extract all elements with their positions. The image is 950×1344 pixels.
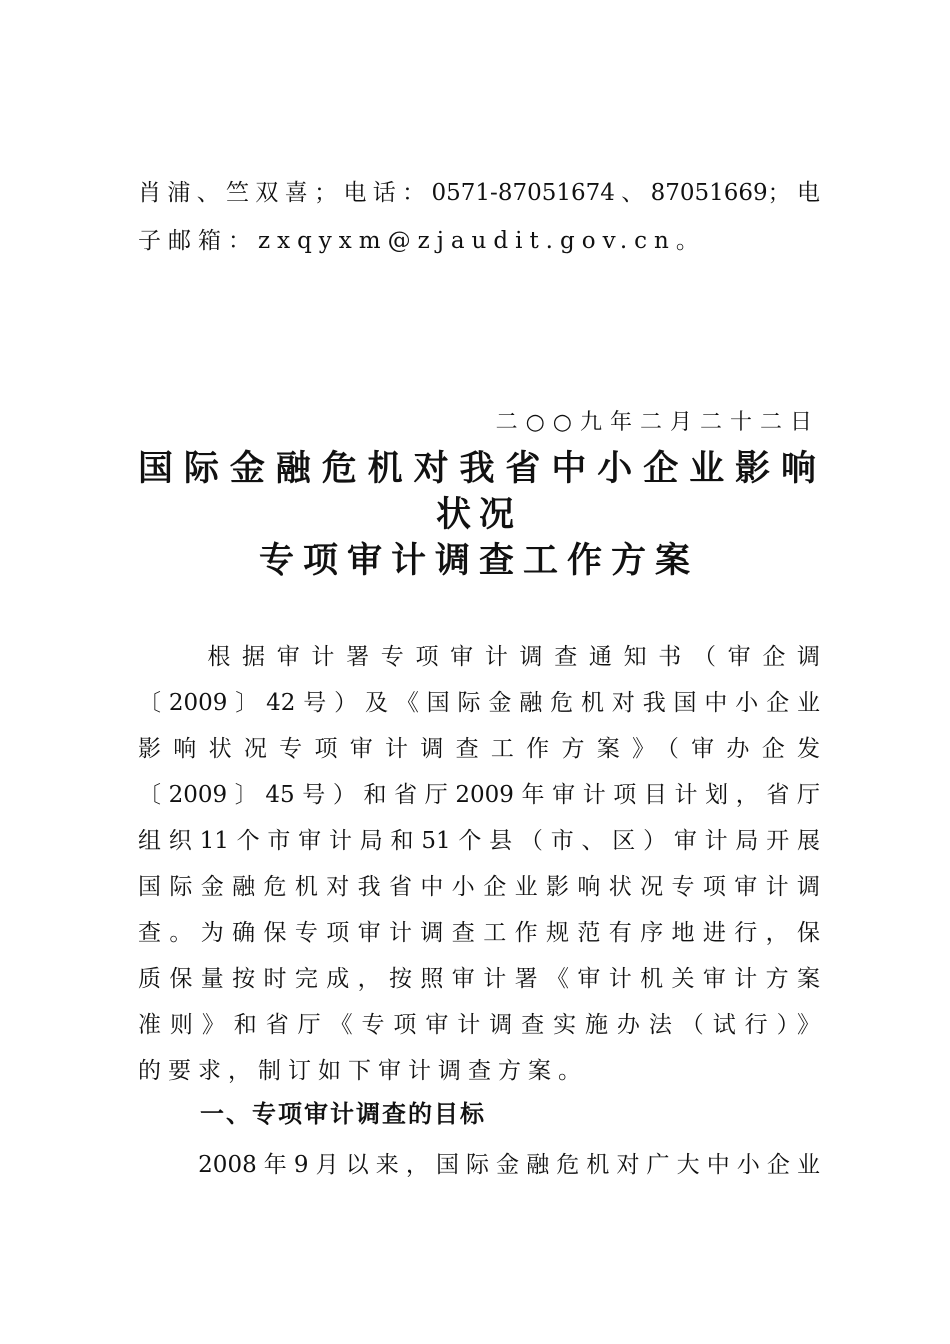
body-line: 根据审计署专项审计调查通知书（审企调: [138, 644, 820, 670]
section-heading: 一、专项审计调查的目标: [200, 1100, 486, 1128]
document-title-line-1: 国际金融危机对我省中小企业影响: [138, 449, 820, 489]
body-line: 国际金融危机对我省中小企业影响状况专项审计调: [138, 874, 820, 900]
body-line: 准则》和省厅《专项审计调查实施办法（试行）》: [138, 1012, 820, 1038]
body-line: 〔2009〕45号）和省厅2009年审计项目计划，省厅: [138, 782, 820, 808]
body-line: 影响状况专项审计调查工作方案》（审办企发: [138, 736, 820, 762]
section-body-line: 2008年9月以来，国际金融危机对广大中小企业: [138, 1152, 820, 1178]
body-line: 〔2009〕42号）及《国际金融危机对我国中小企业: [138, 690, 820, 716]
body-line: 组织11个市审计局和51个县（市、区）审计局开展: [138, 828, 820, 854]
body-line: 的要求，制订如下审计调查方案。: [138, 1058, 588, 1084]
document-title-line-2: 状况: [435, 495, 522, 535]
body-line: 查。为确保专项审计调查工作规范有序地进行，保: [138, 920, 820, 946]
document-title-line-3: 专项审计调查工作方案: [258, 541, 699, 581]
document-date: 二○○九年二月二十二日: [495, 410, 820, 435]
body-line: 质保量按时完成，按照审计署《审计机关审计方案: [138, 966, 820, 992]
contact-line-1: 肖浦、竺双喜；电话：0571-87051674、87051669；电: [138, 180, 820, 206]
contact-line-2: 子邮箱：zxqyxm@zjaudit.gov.cn。: [138, 228, 706, 254]
